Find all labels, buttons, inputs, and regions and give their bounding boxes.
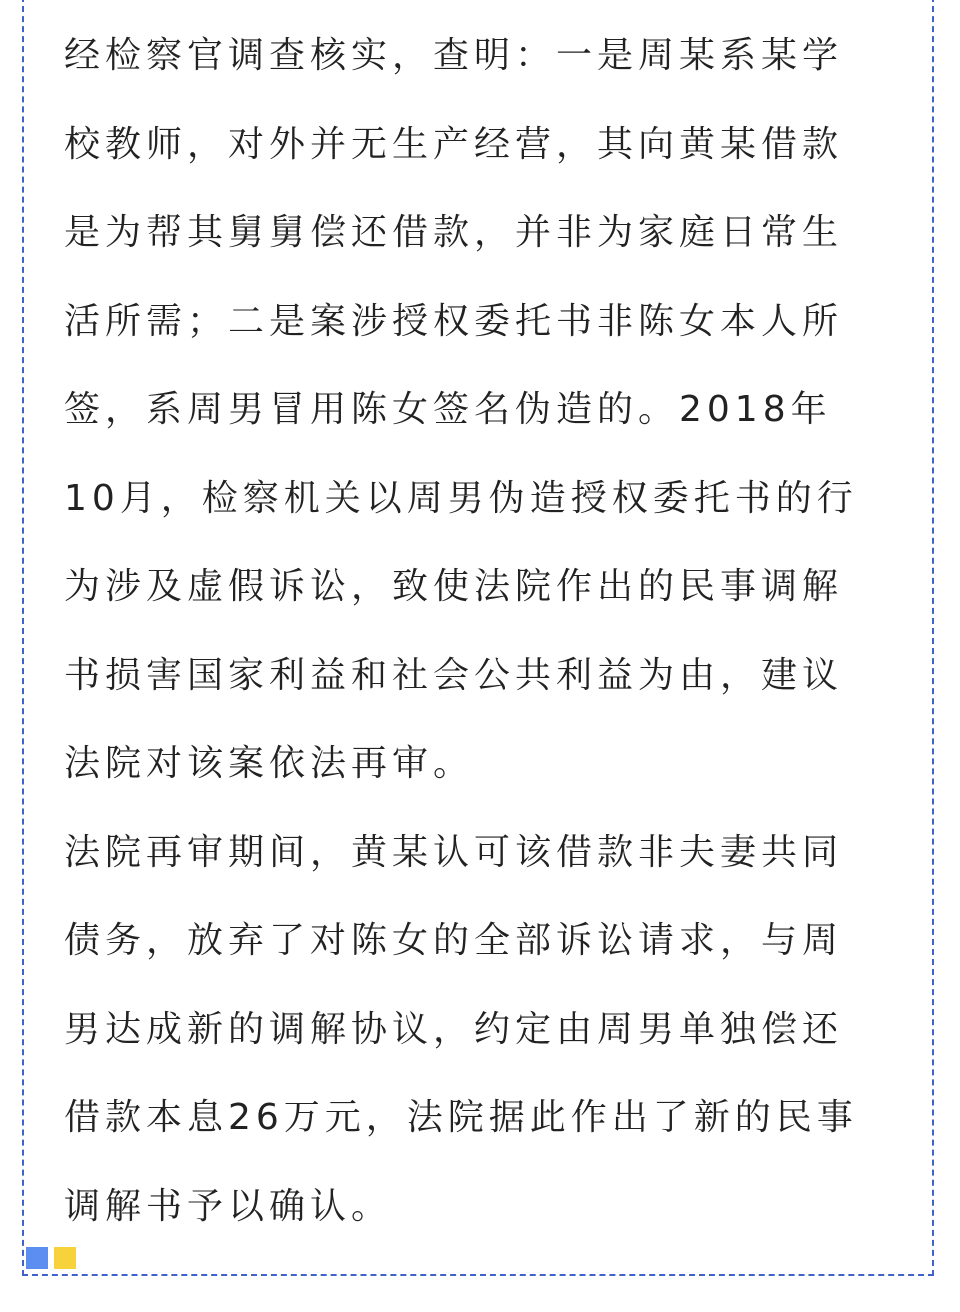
- text-line: 男达成新的调解协议，约定由周男单独偿还: [64, 1008, 844, 1050]
- text-line: 法院再审期间，黄某认可该借款非夫妻共同: [64, 831, 844, 873]
- paragraph-2: [64, 809, 896, 1252]
- corner-square-yellow-icon: [54, 1247, 76, 1269]
- text-line: 法院对该案依法再审。: [64, 743, 475, 784]
- text-line: 活所需；二是案涉授权委托书非陈女本人所: [64, 300, 844, 342]
- corner-square-blue-icon: [26, 1247, 48, 1269]
- text-line: 经检察官调查核实，查明：一是周某系某学: [64, 35, 844, 76]
- text-line: 校教师，对外并无生产经营，其向黄某借款: [64, 123, 844, 165]
- paragraph-1: [64, 12, 896, 809]
- text-line: 债务，放弃了对陈女的全部诉讼请求，与周: [64, 920, 844, 961]
- text-line: 调解书予以确认。: [64, 1185, 393, 1227]
- text-line: 书损害国家利益和社会公共利益为由，建议: [64, 654, 844, 696]
- text-line: 为涉及虚假诉讼，致使法院作出的民事调解: [64, 566, 844, 607]
- text-line: 签，系周男冒用陈女签名伪造的。2018年: [64, 389, 832, 430]
- text-line: 是为帮其舅舅偿还借款，并非为家庭日常生: [64, 212, 844, 253]
- text-line: 10月，检察机关以周男伪造授权委托书的行: [64, 477, 858, 519]
- text-line: 借款本息26万元，法院据此作出了新的民事: [64, 1097, 858, 1138]
- article-body: [64, 12, 896, 1251]
